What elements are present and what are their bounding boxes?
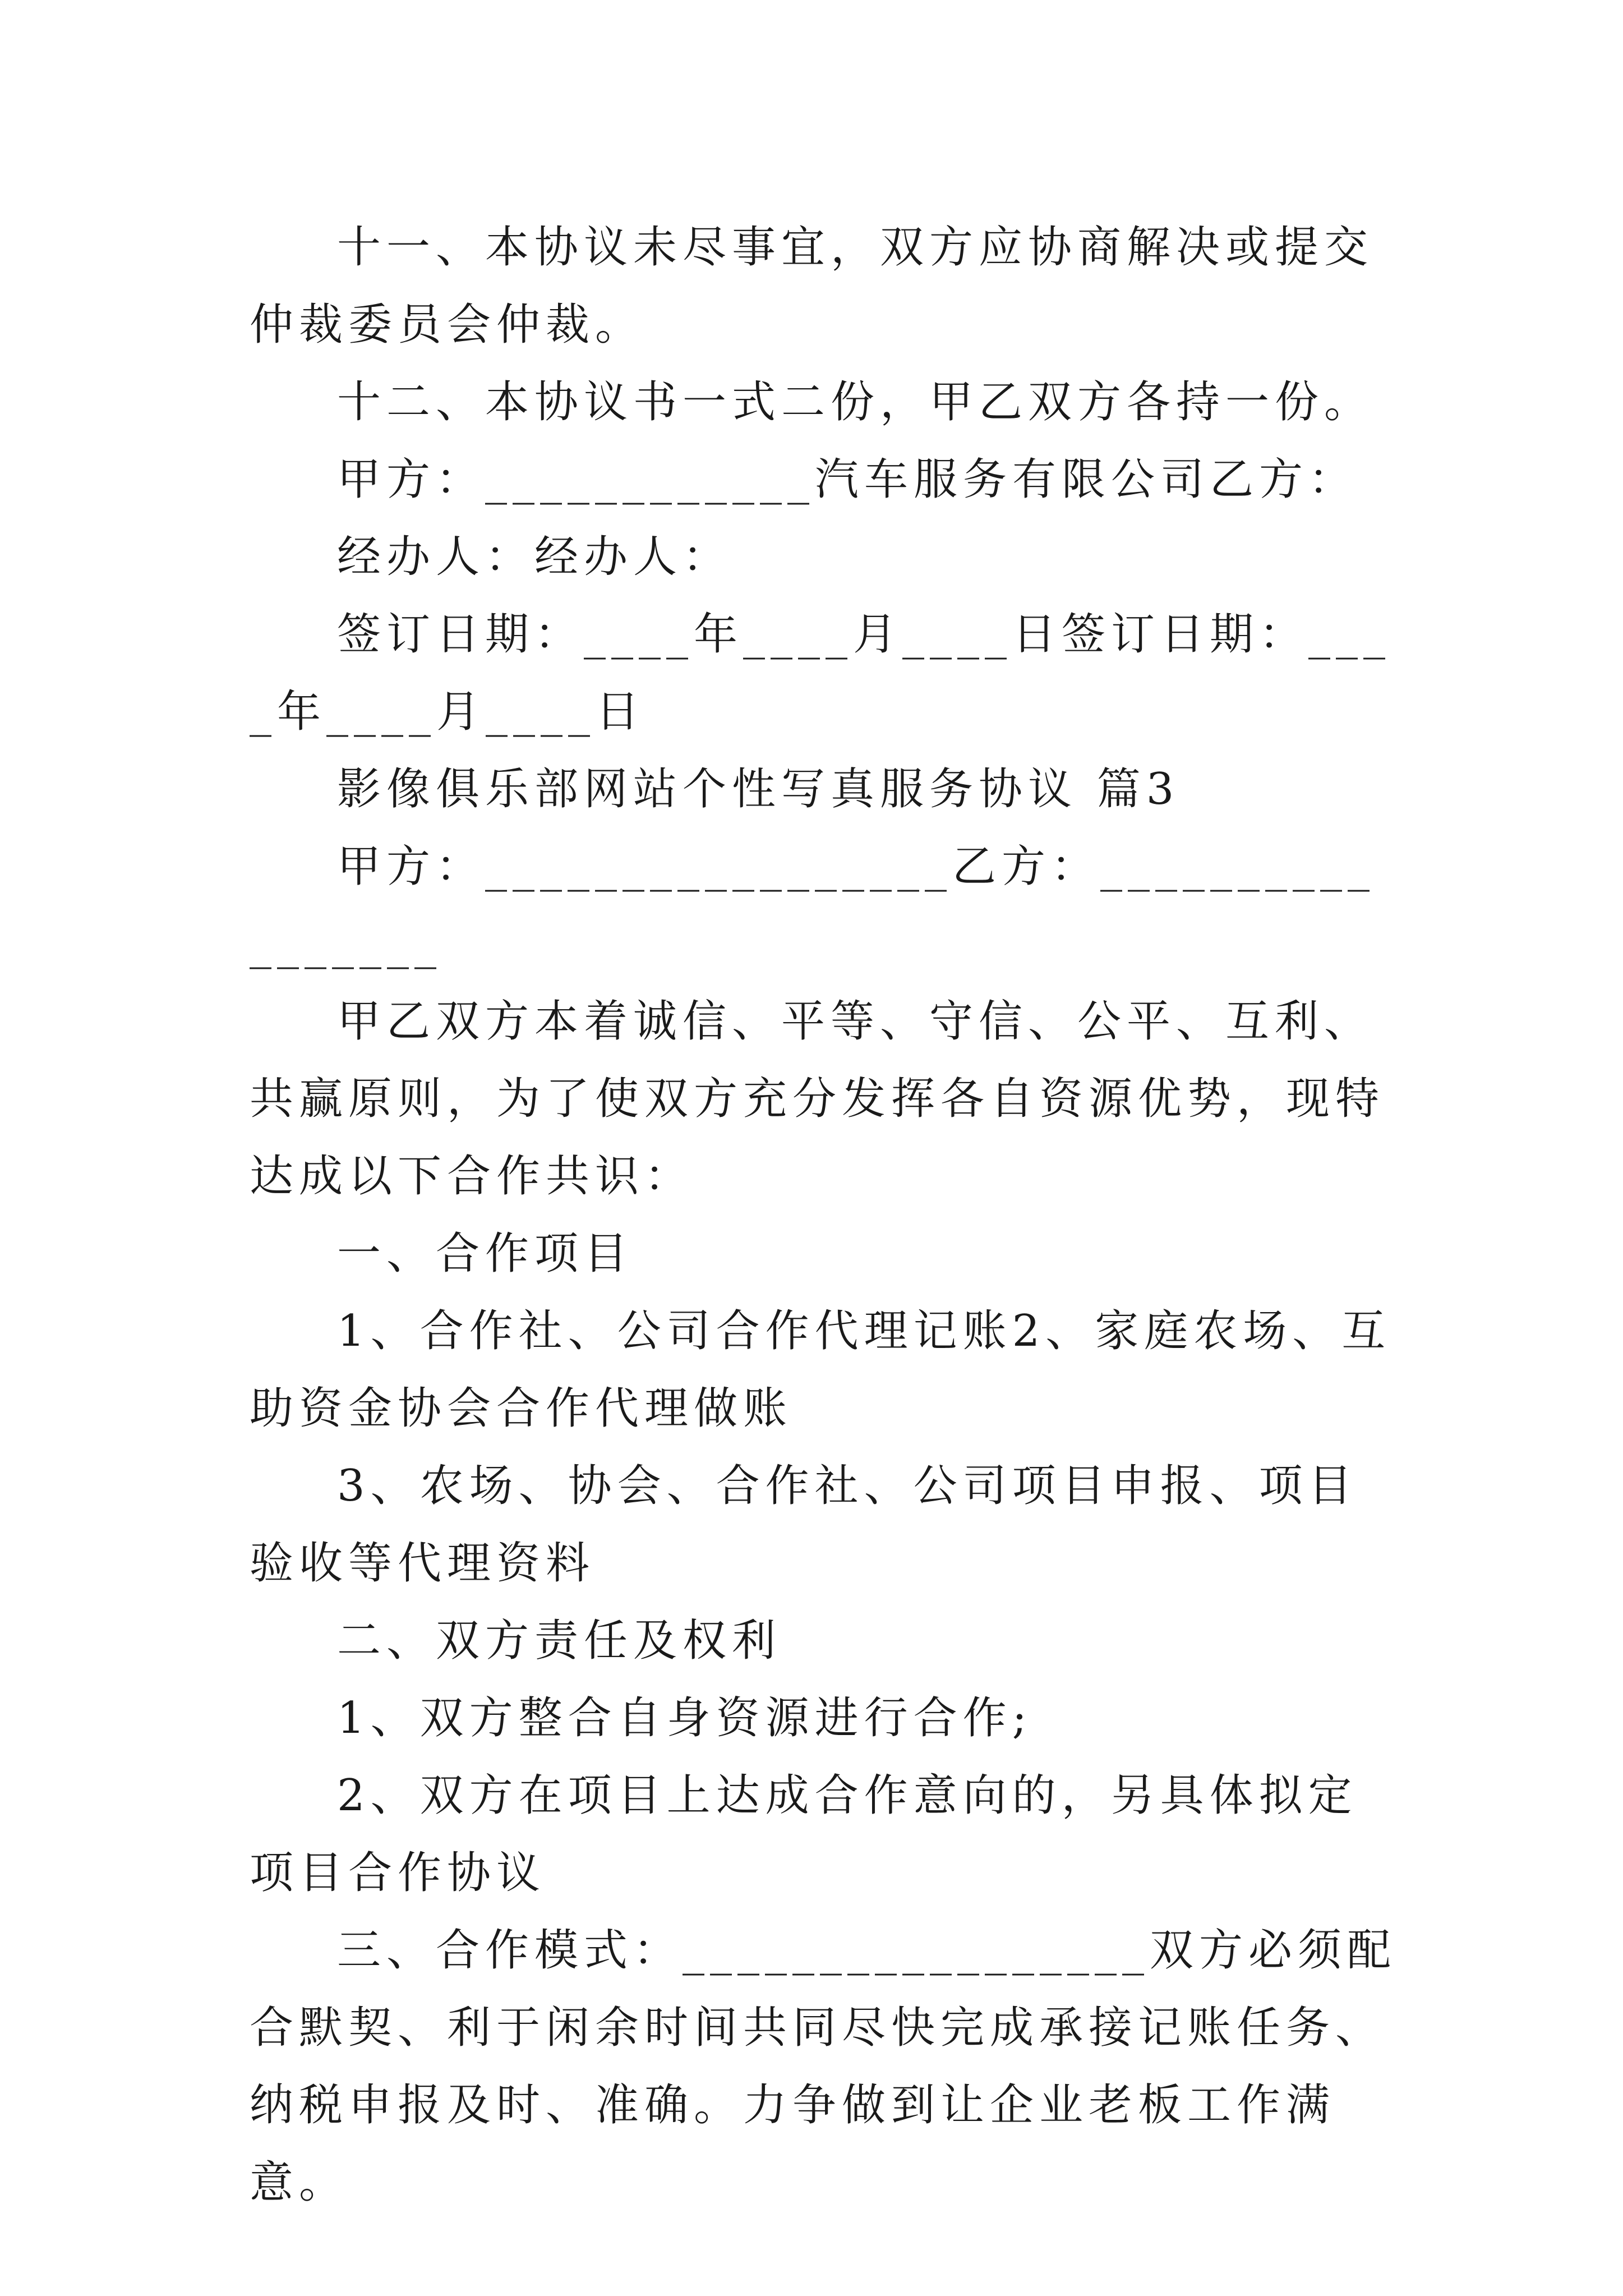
list-item-resp-2: 2、双方在项目上达成合作意向的，另具体拟定项目合作协议 <box>250 1770 1358 1898</box>
document-body <box>250 209 1399 2221</box>
heading-cooperation-items: 一、合作项目 <box>337 1228 634 1279</box>
paragraph-clause-11: 十一、本协议未尽事宜，双方应协商解决或提交仲裁委员会仲裁。 <box>250 222 1374 350</box>
list-item-1-2: 1、合作社、公司合作代理记账2、家庭农场、互助资金协会合作代理做账 <box>250 1306 1391 1434</box>
paragraph-party-a-signature: 甲方：____________汽车服务有限公司乙方： <box>337 454 1358 505</box>
paragraph-sign-date: 签订日期：____年____月____日签订日期：____年____月____日 <box>250 609 1391 737</box>
section-title: 影像俱乐部网站个性写真服务协议 篇3 <box>337 764 1180 815</box>
list-item-resp-1: 1、双方整合自身资源进行合作; <box>337 1693 1032 1743</box>
paragraph-cooperation-mode: 三、合作模式：_________________双方必须配合默契、利于闲余时间共同尽快完成承接记账任务、纳税申报及时、准确。力争做到让企业老板工作满意。 <box>250 1925 1397 2208</box>
paragraph-clause-12: 十二、本协议书一式二份，甲乙双方各持一份。 <box>337 377 1374 427</box>
paragraph-intro: 甲乙双方本着诚信、平等、守信、公平、互利、共赢原则，为了使双方充分发挥各自资源优势，现特达成以下合作共识： <box>250 996 1385 1202</box>
paragraph-parties: 甲方：_________________乙方：_________________ <box>250 841 1376 969</box>
heading-responsibilities: 二、双方责任及权利 <box>337 1616 782 1666</box>
paragraph-handler: 经办人：经办人： <box>337 532 732 582</box>
list-item-3: 3、农场、协会、合作社、公司项目申报、项目验收等代理资料 <box>250 1461 1358 1589</box>
